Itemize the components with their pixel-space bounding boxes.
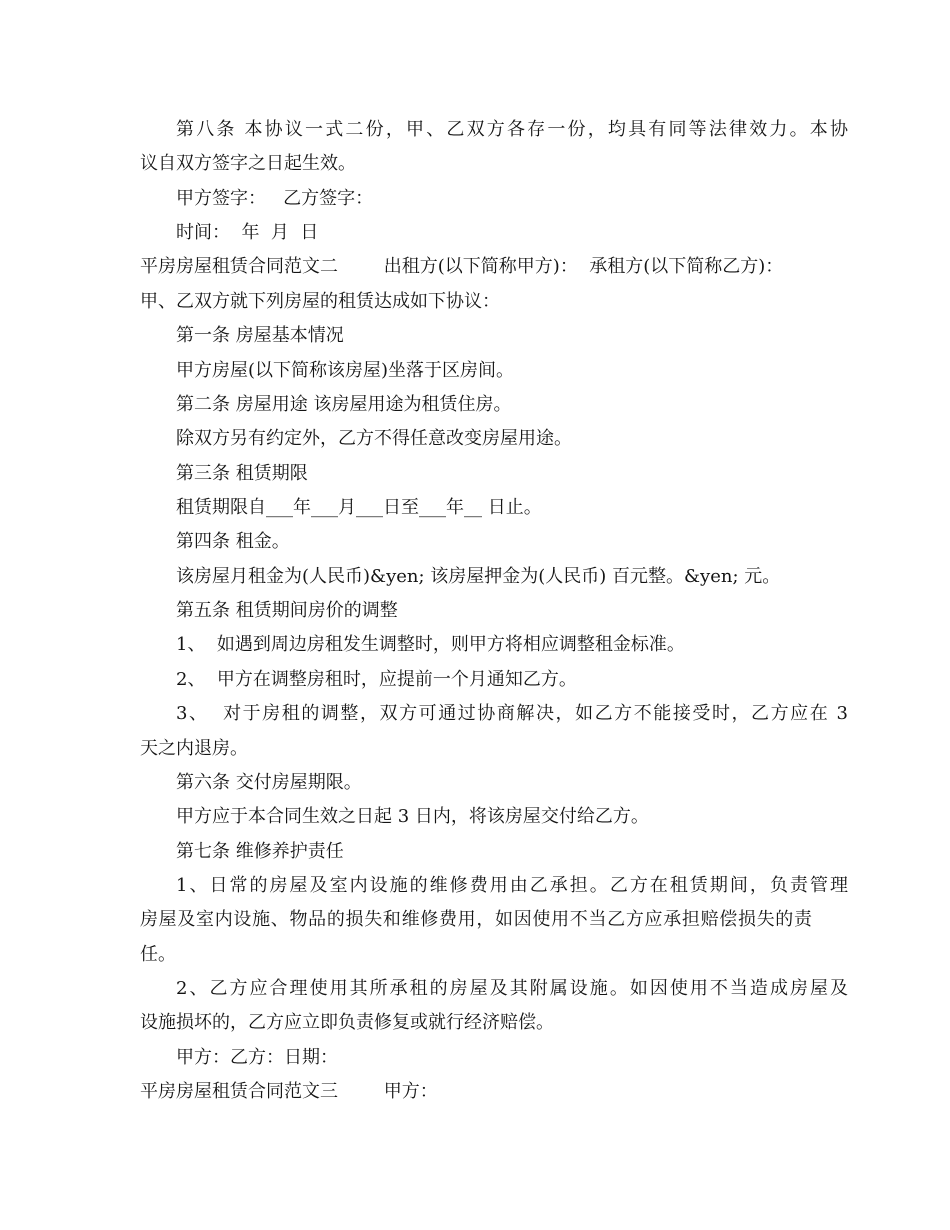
date-line: 时间： 年 月 日	[176, 222, 319, 243]
article-2-title: 第二条 房屋用途 该房屋用途为租赁住房。	[176, 394, 512, 415]
article-7-item-2-line-2: 设施损坏的，乙方应立即负责修复或就行经济赔偿。	[140, 1012, 554, 1033]
article-2-text: 除双方另有约定外，乙方不得任意改变房屋用途。	[176, 428, 572, 449]
article-4-title: 第四条 租金。	[176, 531, 290, 552]
article-7-title: 第七条 维修养护责任	[176, 841, 344, 862]
article-3-title: 第三条 租赁期限	[176, 463, 308, 484]
article-7-item-2-line-1: 2、乙方应合理使用其所承租的房屋及其附属设施。如因使用不当造成房屋及	[176, 978, 848, 999]
article-4-text: 该房屋月租金为(人民币)&yen; 该房屋押金为(人民币) 百元整。&yen; 元。	[176, 566, 781, 587]
article-7-item-1-line-2: 房屋及室内设施、物品的损失和维修费用，如因使用不当乙方应承担赔偿损失的责	[140, 909, 812, 930]
article-3-text: 租赁期限自___年___月___日至___年__ 日止。	[176, 497, 542, 518]
article-6-text: 甲方应于本合同生效之日起 3 日内，将该房屋交付给乙方。	[176, 806, 649, 827]
article-1-title: 第一条 房屋基本情况	[176, 325, 344, 346]
contract-2-heading: 平房房屋租赁合同范文二 出租方(以下简称甲方)： 承租方(以下简称乙方)：	[140, 256, 784, 277]
article-5-item-3-line-2: 天之内退房。	[140, 738, 248, 759]
article-7-item-1-line-3: 任。	[140, 944, 176, 965]
article-5-item-1: 1、 如遇到周边房租发生调整时，则甲方将相应调整租金标准。	[176, 634, 685, 655]
article-5-title: 第五条 租赁期间房价的调整	[176, 600, 398, 621]
signature-date-line: 甲方：乙方：日期：	[176, 1047, 338, 1068]
article-6-title: 第六条 交付房屋期限。	[176, 772, 362, 793]
contract-3-heading: 平房房屋租赁合同范文三 甲方：	[140, 1081, 438, 1102]
article-1-text: 甲方房屋(以下简称该房屋)坐落于区房间。	[176, 360, 515, 381]
article-5-item-2: 2、 甲方在调整房租时，应提前一个月通知乙方。	[176, 669, 577, 690]
signature-line: 甲方签字： 乙方签字：	[176, 188, 374, 209]
article-7-item-1-line-1: 1、日常的房屋及室内设施的维修费用由乙承担。乙方在租赁期间，负责管理	[176, 875, 848, 896]
paragraph-article-8-line-1: 第八条 本协议一式二份，甲、乙双方各存一份，均具有同等法律效力。本协	[176, 119, 848, 140]
article-5-item-3-line-1: 3、 对于房租的调整，双方可通过协商解决，如乙方不能接受时，乙方应在 3	[176, 703, 848, 724]
agreement-intro: 甲、乙双方就下列房屋的租赁达成如下协议：	[140, 291, 500, 312]
paragraph-article-8-line-2: 议自双方签字之日起生效。	[140, 153, 356, 174]
